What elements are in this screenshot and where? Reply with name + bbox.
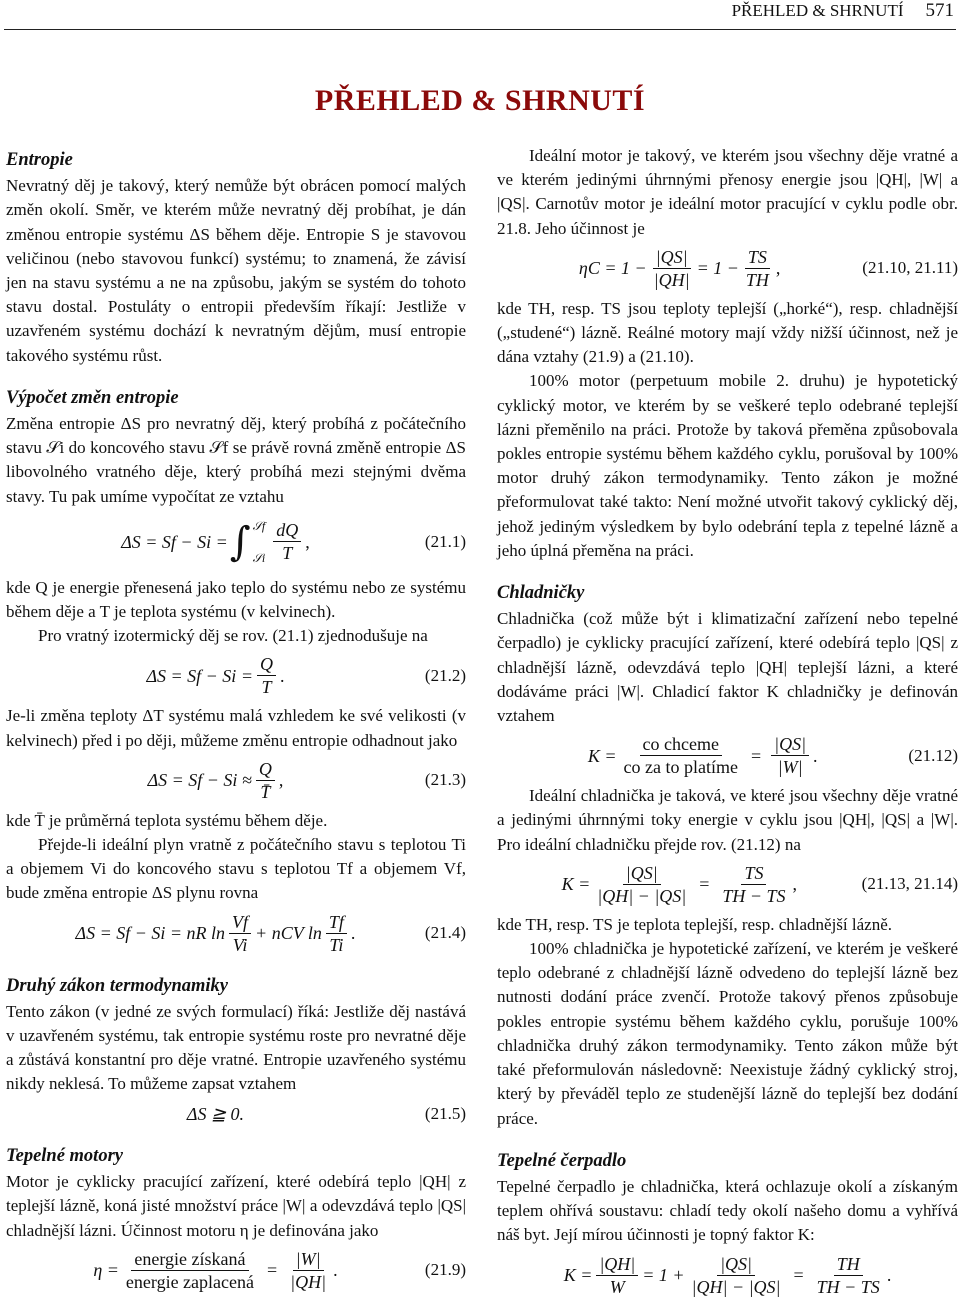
eq12-b-denominator: |W|	[777, 757, 803, 778]
page-title: PŘEHLED & SHRNUTÍ	[314, 84, 646, 117]
eq12-tag: (21.12)	[908, 745, 958, 765]
eq13-b-numerator: TS	[741, 862, 766, 885]
page-number: 571	[925, 0, 954, 21]
paragraph-fridge-4: 100% chladnička je hypotetické zařízení, ve kterém je veškeré teplo odebrané z chladnější lázně odvedeno do teplejší lázně bez nutnosti dodání práce zvenčí. Protože takový přenos způsobuje pokles entropie systému během každého cyklu, porušuje 100% chladnička druhý zákon termodynamiky. Tento zákon může být také přeformulován následovně: Neexistuje žádný cyklický stroj, který by převáděl teplo ze studenější lázně do teplejší bez dodání práce.	[497, 939, 958, 1128]
eq2-numerator: Q	[257, 653, 276, 676]
paragraph-heat-engines: Motor je cyklicky pracující zařízení, které odebírá teplo |QH| z teplejší lázně, koná jisté množství práce |W| a odevzdává teplo |QS| chladnější lázni. Účinnost motoru η je definována jako	[6, 1172, 466, 1240]
paragraph-entropy: Nevratný děj je takový, který nemůže být obrácen pomocí malých změn okolí. Směr, ve kterém může nevratný děj probíhat, je dán změnou entropie systému ΔS během děje. Entropie S je stavovou veličinou (nebo stavovou funkcí) systému; to znamená, že závisí jen na stavu systému a ne na způsobu, jakým se systém do tohoto stavu dostal. Postuláty o entropii především říkají: Jestliže v uzavřeném systému dochází k nevratným dějům, musí entropie takového systému růst.	[6, 176, 466, 365]
paragraph-heat-pump: Tepelné čerpadlo je chladnička, která ochlazuje okolí a získaným teplem ohřívá soustavu: chladí tedy okolí našeho domu a vyhřívá náš byt. Její mírou účinnosti je topný faktor K:	[497, 1176, 958, 1245]
eq1-tag: (21.1)	[424, 531, 466, 551]
eq9-equals: =	[267, 1260, 278, 1281]
eq4-b-denominator: Ti	[329, 934, 344, 955]
eq15-a-denominator: W	[609, 1276, 625, 1297]
equation-21-13: K = $\frac{|QS|}{|QH| - |QS|}$ = $\frac{TS}{TH - TS}$ , (21.13, 21.14)	[561, 862, 958, 906]
paragraph-fridge-2: Ideální chladnička je taková, ve které jsou všechny děje vratné a jedinými úhrnnými toky energie v cyklu jsou |QH|, |QS| a |W|. Pro ideální chladničku přejde rov. (21.12) na	[497, 786, 958, 854]
eq4-lhs: ΔS = Sf − Si = nR ln	[75, 923, 226, 944]
eq15-equals: =	[793, 1264, 804, 1285]
paragraph-calc-5: kde T̄ je průměrná teplota systému během děje.	[6, 810, 328, 830]
equation-21-12: K = $\frac{\text{co chceme}}{\text{co za to platíme}}$ = $\frac{|QS|}{|W|}$ . (21.12)	[587, 734, 958, 778]
eq13-a-denominator: |QH| − |QS|	[597, 885, 687, 906]
eq12-a-numerator: co chceme	[640, 733, 722, 756]
equation-heat-pump: K = $\frac{|QH|}{W}$ = 1 + $\frac{|QS|}{|QH| - |QS|}$ = $\frac{TH}{TH - TS}$ .	[563, 1253, 892, 1297]
eq13-a-numerator: |QS|	[623, 862, 661, 885]
eq1-lower-limit: 𝒮i	[252, 550, 266, 565]
eq9-a-numerator: energie získaná	[131, 1248, 248, 1271]
eq10-middle: = 1 −	[696, 258, 739, 279]
paragraph-ideal-engine-2: kde TH, resp. TS jsou teploty teplejší („horké“), resp. chladnější („studené“) lázně. Reálné motory mají vždy nižší účinnost, než je dána vztahy (21.9) a (21.10).	[497, 298, 958, 367]
eq5-tag: (21.5)	[424, 1103, 466, 1123]
eq3-lhs: ΔS = Sf − Si ≈	[147, 770, 252, 791]
eq12-lhs: K =	[587, 745, 617, 766]
eq15-b-denominator: |QH| − |QS|	[691, 1276, 781, 1297]
paragraph-second-law: Tento zákon (v jedné ze svých formulací) říká: Jestliže děj nastává v uzavřeném systému, tak entropie systému roste pro nevratné děje a zůstává konstantní pro děje vratné. Entropie uzavřeného systému nikdy neklesá. To můžeme zapsat vztahem	[6, 1001, 466, 1094]
eq4-a-numerator: Vf	[229, 911, 251, 934]
paragraph-calc-2: kde Q je energie přenesená jako teplo do systému nebo ze systému během děje a T je teplota systému (v kelvinech).	[6, 577, 466, 622]
eq2-denominator: T	[261, 677, 272, 698]
eq3-tag: (21.3)	[424, 770, 466, 790]
eq3-denominator: T̄	[260, 781, 271, 802]
eq10-tag: (21.10, 21.11)	[862, 258, 958, 278]
eq15-c-numerator: TH	[834, 1253, 863, 1276]
equation-21-3: ΔS = Sf − Si ≈ $\frac{Q}{T̄}$ , (21.3)	[147, 758, 466, 802]
eq9-a-denominator: energie zaplacená	[125, 1271, 254, 1292]
header-rule	[4, 29, 956, 30]
eq12-b-numerator: |QS|	[771, 733, 809, 756]
equation-21-5	[6, 1102, 466, 1126]
heading-refrigerators: Chladničky	[497, 583, 585, 604]
eq1-lhs: ΔS = Sf − Si =	[121, 531, 228, 552]
eq10-b-numerator: TS	[745, 246, 770, 269]
integral-sign: ∫	[229, 518, 251, 565]
eq3-numerator: Q	[256, 758, 275, 781]
paragraph-calc-6: Přejde-li ideální plyn vratně z počátečního stavu s teplotou Ti a objemem Vi do koncového stavu s teplotou Tf a objemem Vf, bude změna entropie ΔS plynu rovna	[6, 835, 466, 903]
eq1-upper-limit: 𝒮f	[252, 518, 266, 533]
equation-21-9: η = $\frac{\text{energie získaná}}{\text{energie zaplacená}}$ = $\frac{|W|}{|QH|}$ . (21.9)	[93, 1248, 466, 1292]
eq1-numerator: dQ	[273, 519, 301, 542]
equation-21-2: ΔS = Sf − Si = $\frac{Q}{T}$ . (21.2)	[146, 654, 466, 698]
left-column	[6, 144, 466, 1299]
eq9-b-numerator: |W|	[293, 1248, 324, 1271]
right-column	[497, 144, 958, 1304]
heading-entropy: Entropie	[6, 150, 73, 170]
eq5-body: ΔS ≧ 0.	[186, 1103, 245, 1124]
eq12-equals: =	[750, 745, 762, 766]
eq9-b-denominator: |QH|	[290, 1271, 327, 1292]
paragraph-calc-1: Změna entropie ΔS pro nevratný děj, který probíhá z počátečního stavu 𝒮i do koncového stavu 𝒮f se právě rovná změně entropie ΔS libovolného vratného děje, který probíhá mezi stejnými dvěma stavy. Tu pak umíme vypočítat ze vztahu	[6, 414, 466, 506]
eq4-tag: (21.4)	[424, 923, 466, 943]
eq1-denominator: T	[282, 543, 293, 564]
eq2-lhs: ΔS = Sf − Si =	[146, 665, 253, 686]
eq10-a-denominator: |QH|	[653, 269, 690, 290]
eq13-equals: =	[699, 874, 710, 895]
equation-21-10: ηC = 1 − $\frac{|QS|}{|QH|}$ = 1 − $\frac{TS}{TH}$ , (21.10, 21.11)	[578, 246, 958, 290]
eq15-a-numerator: |QH|	[596, 1253, 638, 1276]
eq12-a-denominator: co za to platíme	[623, 757, 738, 778]
eq13-tag: (21.13, 21.14)	[861, 874, 958, 894]
eq9-lhs: η =	[93, 1260, 119, 1281]
eq15-b-numerator: |QS|	[717, 1253, 755, 1276]
eq4-b-numerator: Tf	[326, 911, 347, 934]
heading-calculation: Výpočet změn entropie	[6, 387, 179, 408]
eq15-middle: = 1 +	[642, 1264, 685, 1285]
running-title: PŘEHLED & SHRNUTÍ	[731, 1, 904, 20]
equation-21-4: ΔS = Sf − Si = nR ln $\frac{Vf}{Vi}$ + nCV ln $\frac{Tf}{Ti}$ . (21.4)	[75, 911, 466, 955]
heading-heat-engines: Tepelné motory	[6, 1145, 123, 1166]
paragraph-ideal-engine: Ideální motor je takový, ve kterém jsou všechny děje vratné a ve kterém jedinými úhrnnými přenosy energie jsou |QH|, |W| a |QS|. Carnotův motor je ideální motor pracující v cyklu podle obr. 21.8. Jeho účinnost je	[497, 146, 958, 238]
eq4-middle: + nCV ln	[255, 923, 322, 944]
eq10-a-numerator: |QS|	[653, 246, 691, 269]
paragraph-calc-4: Je-li změna teploty ΔT systému malá vzhledem ke své velikosti (v kelvinech) před i po ději, můžeme změnu entropie odhadnout jako	[6, 706, 466, 750]
eq15-c-denominator: TH − TS	[816, 1276, 880, 1297]
eq9-tag: (21.9)	[424, 1260, 466, 1280]
eq15-lhs: K =	[563, 1264, 593, 1285]
eq13-lhs: K =	[561, 874, 591, 895]
eq2-tag: (21.2)	[424, 665, 466, 685]
eq13-b-denominator: TH − TS	[722, 885, 786, 906]
heading-second-law: Druhý zákon termodynamiky	[6, 975, 229, 996]
paragraph-fridge-3: kde TH, resp. TS je teplota teplejší, resp. chladnější lázně.	[497, 914, 892, 934]
paragraph-calc-3: Pro vratný izotermický děj se rov. (21.1) zjednodušuje na	[38, 626, 428, 646]
running-header	[732, 0, 954, 22]
heading-heat-pump: Tepelné čerpadlo	[497, 1150, 627, 1171]
eq4-a-denominator: Vi	[232, 934, 248, 955]
eq10-lhs: ηC = 1 −	[578, 258, 647, 279]
paragraph-perpetuum: 100% motor (perpetuum mobile 2. druhu) je hypotetický cyklický motor, ve kterém by se veškeré teplo odebrané teplejší lázni přeměnilo na práci. Protože by taková přeměna způsobovala pokles entropie systému během každého cyklu, porušoval by 100% motor druhý zákon termodynamiky. Tento zákon je možné přeformulovat také takto: Není možné utvořit takový cyklický děj, jehož jediným výsledkem by bylo odebrání tepla z tepelné lázně a jeho úplná přeměna na práci.	[497, 371, 958, 560]
eq10-b-denominator: TH	[745, 269, 769, 290]
equation-21-1: ΔS = Sf − Si = ∫ 𝒮f 𝒮i $\frac{dQ}{T}$ , (21.1)	[6, 514, 466, 570]
paragraph-fridge: Chladnička (což může být i klimatizační zařízení nebo tepelné čerpadlo) je cyklicky pracující zařízení, které odebírá teplo |QS| z chladnější lázně, odevzdává teplo |QH| teplejší lázni, a které dodáváme práci |W|. Chladicí faktor K chladničky je definován vztahem	[497, 609, 958, 726]
